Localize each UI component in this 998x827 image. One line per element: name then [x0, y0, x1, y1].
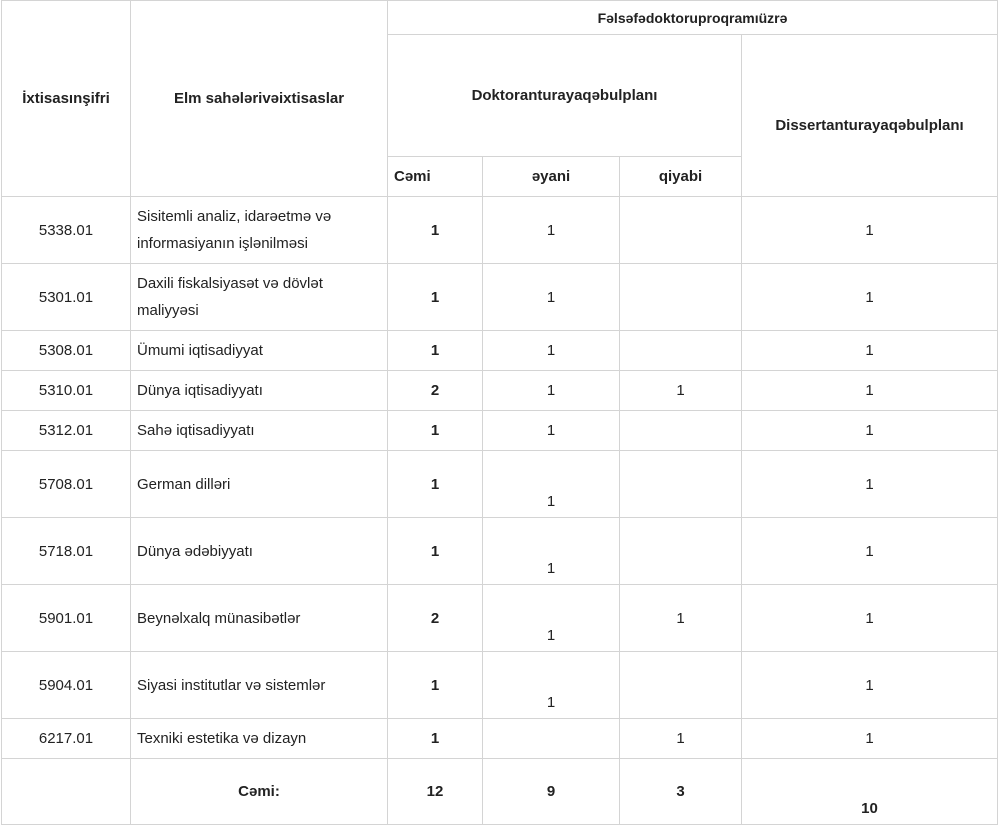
full-time-cell: 1: [483, 451, 620, 518]
field-name-cell: Dünya iqtisadiyyatı: [131, 371, 388, 411]
dissertation-cell: 1: [742, 585, 998, 652]
full-time-cell: 1: [483, 197, 620, 264]
dissertation-cell: 1: [742, 652, 998, 719]
total-cell: 1: [388, 518, 483, 585]
full-time-cell: 1: [483, 264, 620, 331]
totals-part-time: 3: [620, 759, 742, 825]
part-time-cell: [620, 652, 742, 719]
part-time-cell: 1: [620, 371, 742, 411]
header-dissertation-plan: Dissertanturayaqəbulplanı: [742, 35, 998, 197]
dissertation-cell: 1: [742, 331, 998, 371]
table-row: [2, 719, 998, 759]
specialty-code-cell: 5310.01: [2, 371, 131, 411]
table-row: [2, 371, 998, 411]
part-time-cell: [620, 451, 742, 518]
field-name-cell: Texniki estetika və dizayn: [131, 719, 388, 759]
part-time-cell: 1: [620, 585, 742, 652]
specialty-code-cell: 5904.01: [2, 652, 131, 719]
dissertation-cell: 1: [742, 371, 998, 411]
specialty-code-cell: 5312.01: [2, 411, 131, 451]
dissertation-cell: 1: [742, 264, 998, 331]
field-name-cell: Dünya ədəbiyyatı: [131, 518, 388, 585]
table-row: [2, 411, 998, 451]
field-name-cell: Sisitemli analiz, idarəetmə və informasiyanın işlənilməsi: [131, 197, 388, 264]
field-name-cell: Sahə iqtisadiyyatı: [131, 411, 388, 451]
total-cell: 2: [388, 371, 483, 411]
dissertation-cell: 1: [742, 518, 998, 585]
specialty-code-cell: 5708.01: [2, 451, 131, 518]
specialty-code-cell: 5308.01: [2, 331, 131, 371]
part-time-cell: [620, 197, 742, 264]
field-name-cell: Daxili fiskalsiyasət və dövlət maliyyəsi: [131, 264, 388, 331]
field-name-cell: Ümumi iqtisadiyyat: [131, 331, 388, 371]
dissertation-cell: 1: [742, 411, 998, 451]
dissertation-cell: 1: [742, 197, 998, 264]
totals-label: Cəmi:: [131, 759, 388, 825]
table-row: [2, 331, 998, 371]
table-body: [2, 197, 998, 759]
totals-total: 12: [388, 759, 483, 825]
field-name-cell: Beynəlxalq münasibətlər: [131, 585, 388, 652]
header-total: Cəmi: [388, 157, 483, 197]
full-time-cell: 1: [483, 652, 620, 719]
total-cell: 1: [388, 652, 483, 719]
header-phd-program: Fəlsəfədoktoruproqramıüzrə: [388, 1, 998, 35]
total-cell: 1: [388, 264, 483, 331]
header-part-time: qiyabi: [620, 157, 742, 197]
specialty-code-cell: 6217.01: [2, 719, 131, 759]
header-field-of-science: Elm sahələrivəixtisaslar: [131, 1, 388, 197]
field-name-cell: German dilləri: [131, 451, 388, 518]
full-time-cell: [483, 719, 620, 759]
full-time-cell: 1: [483, 585, 620, 652]
header-doctorate-plan: Doktoranturayaqəbulplanı: [388, 35, 742, 157]
specialty-code-cell: 5301.01: [2, 264, 131, 331]
table-row: [2, 652, 998, 719]
table-row: [2, 518, 998, 585]
total-cell: 1: [388, 331, 483, 371]
part-time-cell: [620, 264, 742, 331]
table-row: [2, 264, 998, 331]
table-row: [2, 451, 998, 518]
part-time-cell: [620, 518, 742, 585]
total-cell: 1: [388, 719, 483, 759]
table-row: [2, 585, 998, 652]
total-cell: 1: [388, 197, 483, 264]
specialty-code-cell: 5718.01: [2, 518, 131, 585]
full-time-cell: 1: [483, 411, 620, 451]
total-cell: 1: [388, 411, 483, 451]
header-full-time: əyani: [483, 157, 620, 197]
full-time-cell: 1: [483, 371, 620, 411]
totals-empty-cell: [2, 759, 131, 825]
part-time-cell: [620, 411, 742, 451]
header-specialty-code: İxtisasınşifri: [2, 1, 131, 197]
field-name-cell: Siyasi institutlar və sistemlər: [131, 652, 388, 719]
full-time-cell: 1: [483, 331, 620, 371]
specialty-code-cell: 5901.01: [2, 585, 131, 652]
total-cell: 2: [388, 585, 483, 652]
full-time-cell: 1: [483, 518, 620, 585]
specialty-code-cell: 5338.01: [2, 197, 131, 264]
totals-row: [2, 759, 998, 825]
part-time-cell: 1: [620, 719, 742, 759]
admission-plan-table: [1, 0, 998, 825]
table-row: [2, 197, 998, 264]
total-cell: 1: [388, 451, 483, 518]
part-time-cell: [620, 331, 742, 371]
totals-dissertation: 10: [742, 759, 998, 825]
dissertation-cell: 1: [742, 719, 998, 759]
totals-full-time: 9: [483, 759, 620, 825]
dissertation-cell: 1: [742, 451, 998, 518]
